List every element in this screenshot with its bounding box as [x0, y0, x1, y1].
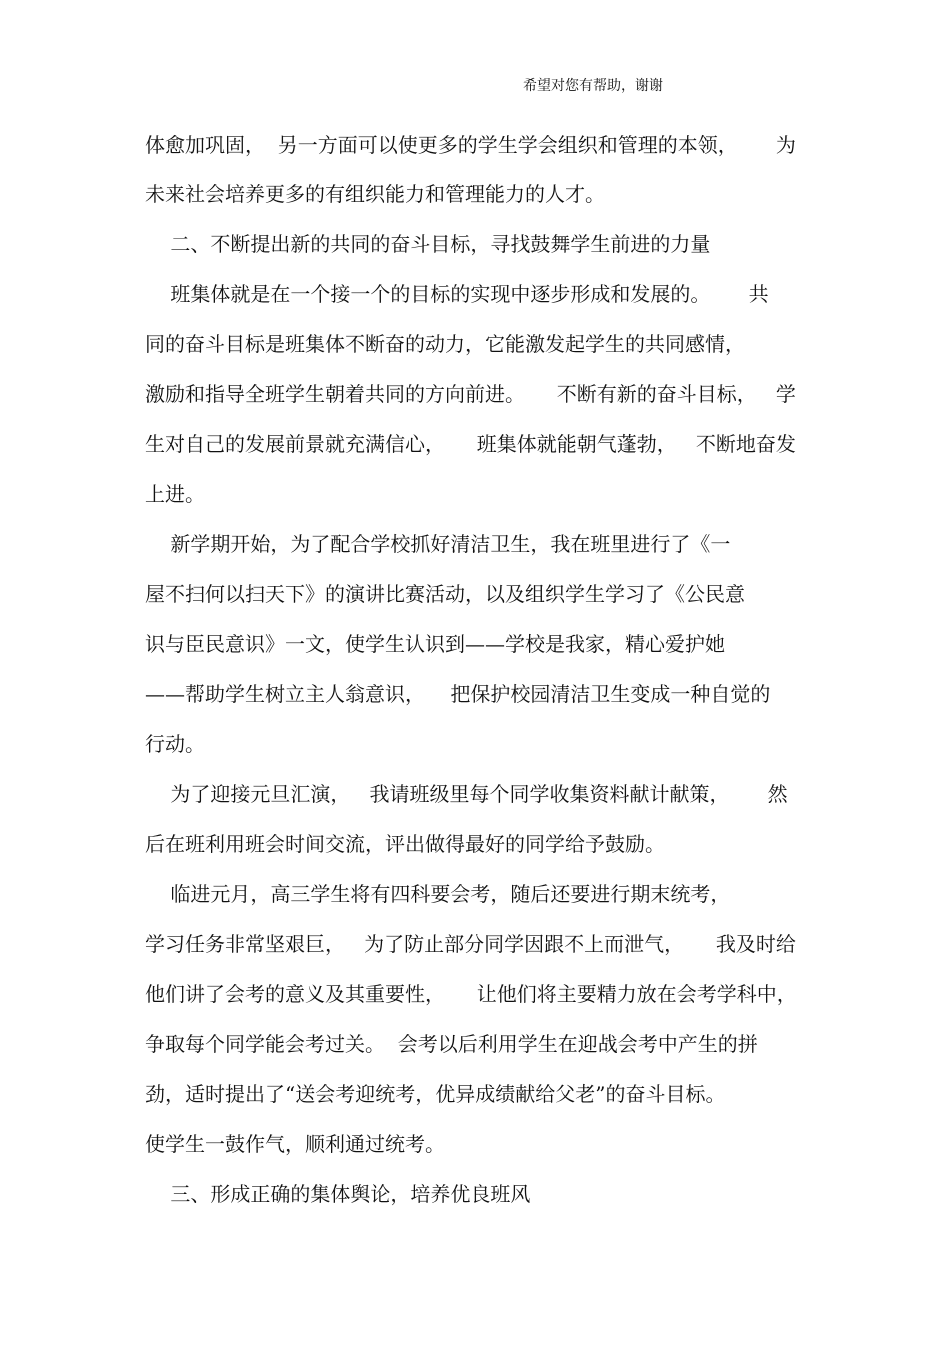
- body-line: 上进。: [145, 482, 205, 506]
- body-line: 争取每个同学能会考过关。 会考以后利用学生在迎战会考中产生的拼: [145, 1032, 758, 1056]
- body-line: 未来社会培养更多的有组织能力和管理能力的人才。: [145, 182, 605, 206]
- body-line: 使学生一鼓作气，顺利通过统考。: [145, 1132, 445, 1156]
- body-line: 体愈加巩固， 另一方面可以使更多的学生学会组织和管理的本领， 为: [145, 133, 796, 157]
- body-line: 他们讲了会考的意义及其重要性， 让他们将主要精力放在会考学科中，: [145, 982, 797, 1006]
- section-heading: 二、不断提出新的共同的奋斗目标，寻找鼓舞学生前进的力量: [145, 232, 711, 256]
- body-line: ——帮助学生树立主人翁意识， 把保护校园清洁卫生变成一种自觉的: [145, 682, 771, 706]
- body-line: 后在班利用班会时间交流，评出做得最好的同学给予鼓励。: [145, 832, 665, 856]
- section-heading: 三、形成正确的集体舆论，培养优良班风: [145, 1182, 531, 1206]
- body-line: 识与臣民意识》一文，使学生认识到——学校是我家，精心爱护她: [145, 632, 725, 656]
- body-line: 新学期开始，为了配合学校抓好清洁卫生，我在班里进行了《一: [145, 532, 731, 556]
- body-line: 行动。: [145, 732, 205, 756]
- body-line: 临进元月，高三学生将有四科要会考，随后还要进行期末统考，: [145, 882, 731, 906]
- body-line: 激励和指导全班学生朝着共同的方向前进。 不断有新的奋斗目标， 学: [145, 382, 796, 406]
- page-header: 希望对您有帮助，谢谢: [523, 78, 663, 94]
- body-line: 为了迎接元旦汇演， 我请班级里每个同学收集资料献计献策， 然: [145, 782, 788, 806]
- body-line: 屋不扫何以扫天下》的演讲比赛活动，以及组织学生学习了《公民意: [145, 582, 745, 606]
- body-line: 劲，适时提出了“送会考迎统考，优异成绩献给父老”的奋斗目标。: [145, 1082, 726, 1106]
- body-line: 生对自己的发展前景就充满信心， 班集体就能朝气蓬勃， 不断地奋发: [145, 432, 796, 456]
- body-line: 学习任务非常坚艰巨， 为了防止部分同学因跟不上而泄气， 我及时给: [145, 932, 796, 956]
- body-line: 班集体就是在一个接一个的目标的实现中逐步形成和发展的。 共: [145, 282, 769, 306]
- body-line: 同的奋斗目标是班集体不断奋的动力，它能激发起学生的共同感情，: [145, 332, 745, 356]
